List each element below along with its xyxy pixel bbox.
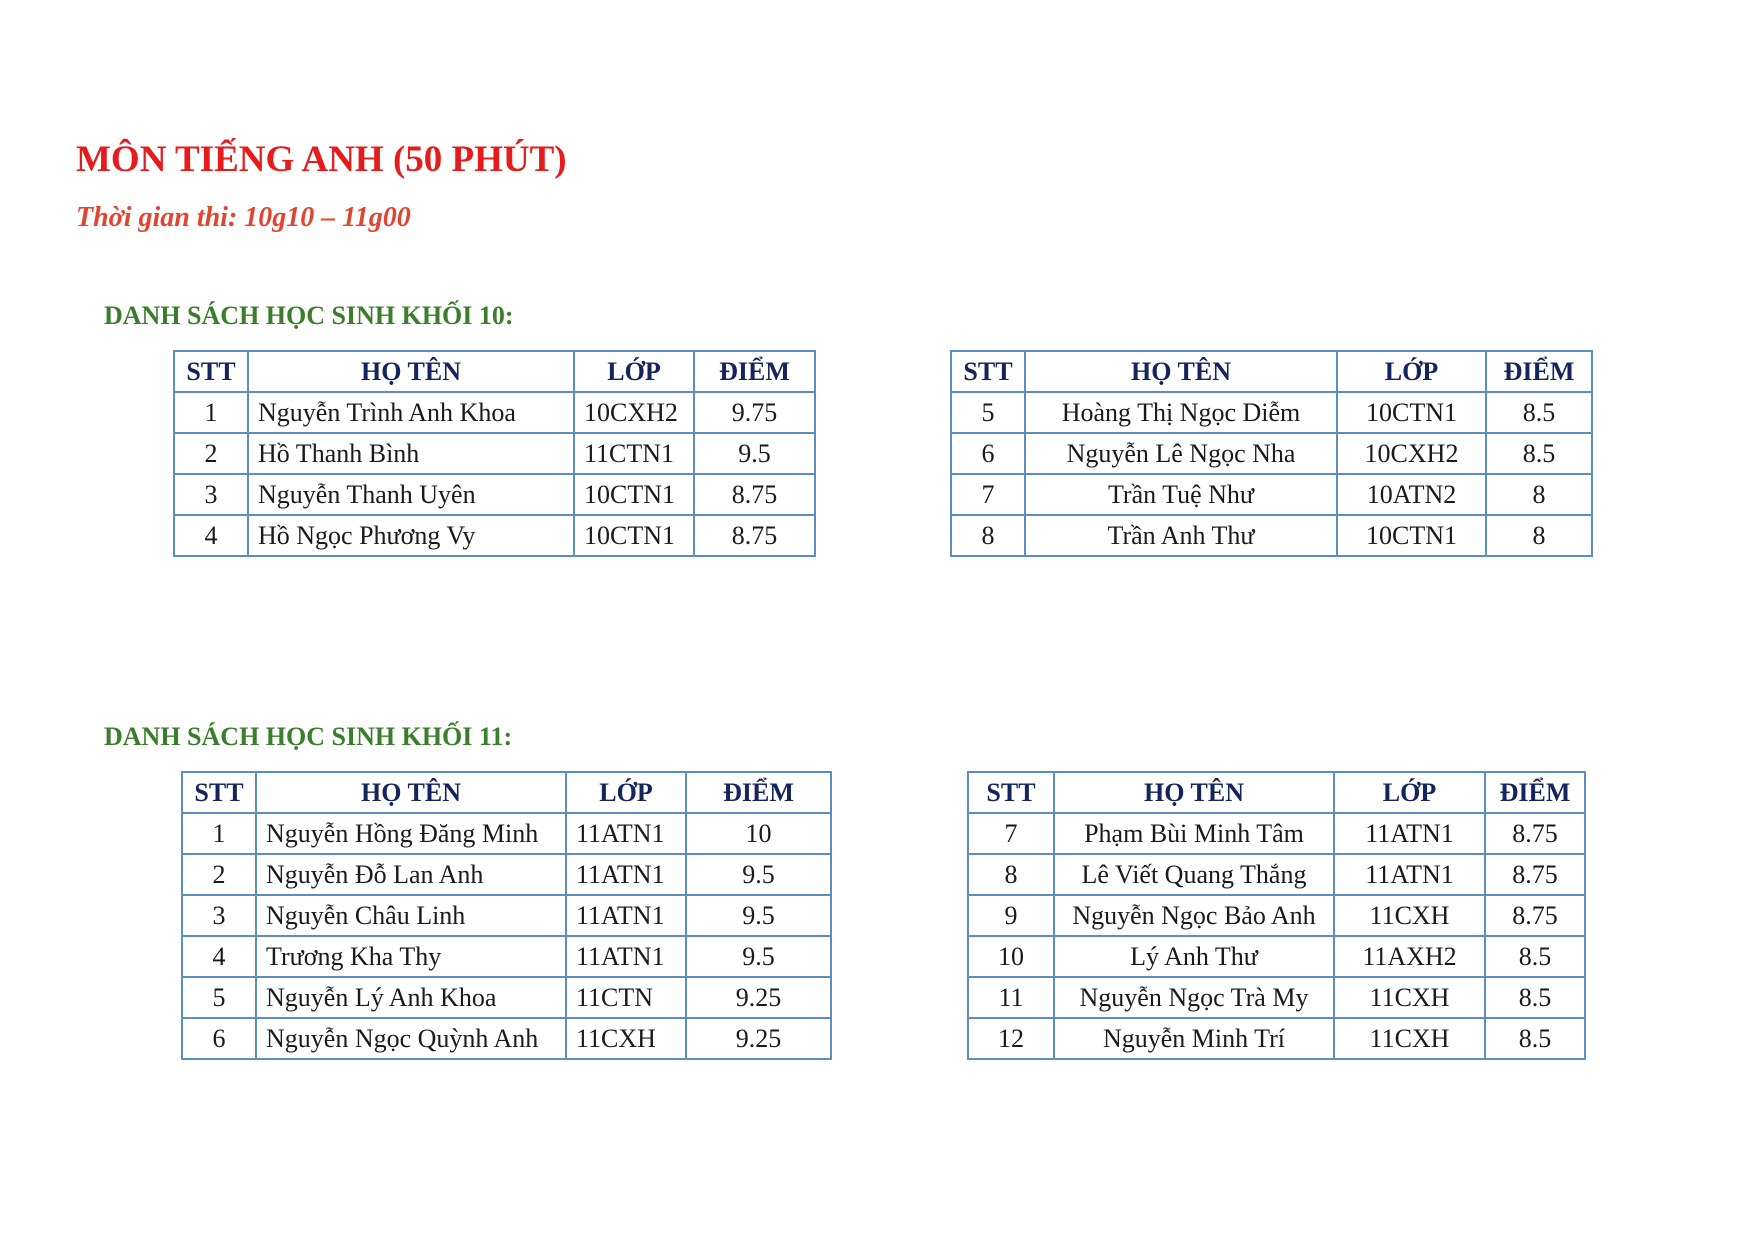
student-score: 8.75	[694, 474, 815, 515]
student-name: Phạm Bùi Minh Tâm	[1054, 813, 1334, 854]
header-stt: STT	[182, 772, 256, 813]
table-row	[968, 895, 1585, 936]
student-name: Hồ Thanh Bình	[248, 433, 574, 474]
student-name: Hoàng Thị Ngọc Diễm	[1025, 392, 1337, 433]
header-name: HỌ TÊN	[256, 772, 566, 813]
student-score: 9.5	[686, 895, 831, 936]
row-number: 12	[968, 1018, 1054, 1059]
table-row	[968, 936, 1585, 977]
row-number: 6	[182, 1018, 256, 1059]
row-number: 9	[968, 895, 1054, 936]
student-class: 10CTN1	[574, 515, 694, 556]
row-number: 4	[182, 936, 256, 977]
table-row	[174, 433, 815, 474]
student-name: Nguyễn Ngọc Quỳnh Anh	[256, 1018, 566, 1059]
student-score: 9.25	[686, 1018, 831, 1059]
row-number: 5	[182, 977, 256, 1018]
student-name: Nguyễn Thanh Uyên	[248, 474, 574, 515]
header-score: ĐIỂM	[686, 772, 831, 813]
table-row	[968, 977, 1585, 1018]
row-number: 7	[951, 474, 1025, 515]
row-number: 8	[951, 515, 1025, 556]
student-name: Nguyễn Châu Linh	[256, 895, 566, 936]
table-row	[951, 474, 1592, 515]
row-number: 7	[968, 813, 1054, 854]
student-class: 10CXH2	[1337, 433, 1486, 474]
row-number: 6	[951, 433, 1025, 474]
row-number: 5	[951, 392, 1025, 433]
student-class: 11AXH2	[1334, 936, 1485, 977]
header-class: LỚP	[566, 772, 686, 813]
exam-time: Thời gian thi: 10g10 – 11g00	[76, 202, 411, 233]
table-header-row	[174, 351, 815, 392]
student-class: 11CXH	[1334, 1018, 1485, 1059]
student-name: Nguyễn Lê Ngọc Nha	[1025, 433, 1337, 474]
row-number: 3	[174, 474, 248, 515]
student-score: 8.5	[1485, 977, 1585, 1018]
student-score: 9.5	[694, 433, 815, 474]
table-row	[182, 895, 831, 936]
student-score: 10	[686, 813, 831, 854]
student-score: 8.75	[694, 515, 815, 556]
table-header-row	[182, 772, 831, 813]
row-number: 3	[182, 895, 256, 936]
row-number: 8	[968, 854, 1054, 895]
page-title: MÔN TIẾNG ANH (50 PHÚT)	[76, 139, 567, 180]
student-class: 10ATN2	[1337, 474, 1486, 515]
table-row	[968, 1018, 1585, 1059]
student-name: Nguyễn Lý Anh Khoa	[256, 977, 566, 1018]
table-row	[951, 515, 1592, 556]
student-name: Nguyễn Minh Trí	[1054, 1018, 1334, 1059]
student-name: Nguyễn Ngọc Bảo Anh	[1054, 895, 1334, 936]
student-score: 9.5	[686, 936, 831, 977]
grade10-table-right	[950, 350, 1593, 557]
row-number: 10	[968, 936, 1054, 977]
header-class: LỚP	[1337, 351, 1486, 392]
header-stt: STT	[951, 351, 1025, 392]
student-score: 8	[1486, 474, 1592, 515]
header-name: HỌ TÊN	[1025, 351, 1337, 392]
student-class: 11CXH	[1334, 895, 1485, 936]
student-class: 10CTN1	[1337, 392, 1486, 433]
student-score: 8.5	[1486, 392, 1592, 433]
grade11-heading: DANH SÁCH HỌC SINH KHỐI 11:	[104, 722, 513, 751]
student-class: 11ATN1	[566, 813, 686, 854]
student-class: 11ATN1	[1334, 854, 1485, 895]
table-row	[174, 515, 815, 556]
student-class: 11ATN1	[566, 854, 686, 895]
student-name: Trần Tuệ Như	[1025, 474, 1337, 515]
student-score: 8.5	[1485, 1018, 1585, 1059]
header-score: ĐIỂM	[1485, 772, 1585, 813]
row-number: 1	[182, 813, 256, 854]
student-class: 11CTN	[566, 977, 686, 1018]
header-name: HỌ TÊN	[248, 351, 574, 392]
table-row	[174, 474, 815, 515]
header-stt: STT	[174, 351, 248, 392]
row-number: 1	[174, 392, 248, 433]
student-name: Nguyễn Hồng Đăng Minh	[256, 813, 566, 854]
student-class: 11ATN1	[566, 936, 686, 977]
student-class: 11CXH	[566, 1018, 686, 1059]
student-class: 11ATN1	[1334, 813, 1485, 854]
table-row	[182, 1018, 831, 1059]
table-row	[182, 854, 831, 895]
table-row	[174, 392, 815, 433]
grade11-table-right	[967, 771, 1586, 1060]
header-score: ĐIỂM	[1486, 351, 1592, 392]
grade10-table-left	[173, 350, 816, 557]
table-row	[182, 936, 831, 977]
row-number: 2	[182, 854, 256, 895]
student-class: 10CXH2	[574, 392, 694, 433]
student-score: 9.75	[694, 392, 815, 433]
student-score: 8.75	[1485, 854, 1585, 895]
student-score: 8.75	[1485, 813, 1585, 854]
student-class: 10CTN1	[1337, 515, 1486, 556]
student-name: Nguyễn Trình Anh Khoa	[248, 392, 574, 433]
student-name: Nguyễn Đỗ Lan Anh	[256, 854, 566, 895]
table-row	[968, 854, 1585, 895]
student-score: 8	[1486, 515, 1592, 556]
student-name: Trương Kha Thy	[256, 936, 566, 977]
student-score: 8.5	[1486, 433, 1592, 474]
student-name: Hồ Ngọc Phương Vy	[248, 515, 574, 556]
student-class: 11CTN1	[574, 433, 694, 474]
table-header-row	[951, 351, 1592, 392]
student-name: Trần Anh Thư	[1025, 515, 1337, 556]
table-header-row	[968, 772, 1585, 813]
table-row	[182, 977, 831, 1018]
student-class: 11CXH	[1334, 977, 1485, 1018]
table-row	[968, 813, 1585, 854]
student-name: Lý Anh Thư	[1054, 936, 1334, 977]
row-number: 4	[174, 515, 248, 556]
student-score: 9.25	[686, 977, 831, 1018]
table-row	[951, 433, 1592, 474]
grade10-heading: DANH SÁCH HỌC SINH KHỐI 10:	[104, 301, 514, 330]
table-row	[182, 813, 831, 854]
header-name: HỌ TÊN	[1054, 772, 1334, 813]
table-row	[951, 392, 1592, 433]
student-class: 10CTN1	[574, 474, 694, 515]
student-name: Nguyễn Ngọc Trà My	[1054, 977, 1334, 1018]
student-score: 9.5	[686, 854, 831, 895]
header-stt: STT	[968, 772, 1054, 813]
header-score: ĐIỂM	[694, 351, 815, 392]
row-number: 2	[174, 433, 248, 474]
student-score: 8.5	[1485, 936, 1585, 977]
header-class: LỚP	[574, 351, 694, 392]
header-class: LỚP	[1334, 772, 1485, 813]
student-class: 11ATN1	[566, 895, 686, 936]
grade11-table-left	[181, 771, 832, 1060]
student-score: 8.75	[1485, 895, 1585, 936]
row-number: 11	[968, 977, 1054, 1018]
student-name: Lê Viết Quang Thắng	[1054, 854, 1334, 895]
